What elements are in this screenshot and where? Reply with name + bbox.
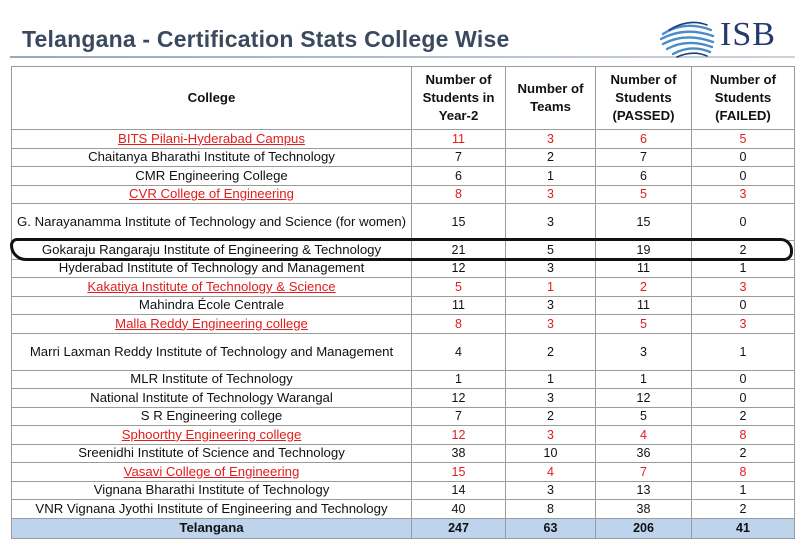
total-passed: 206 bbox=[596, 518, 692, 538]
cell-passed: 11 bbox=[596, 259, 692, 278]
cell-passed: 13 bbox=[596, 481, 692, 500]
table-row bbox=[12, 315, 795, 334]
cell-teams: 2 bbox=[506, 407, 596, 426]
header-passed: Number of Students (PASSED) bbox=[596, 67, 692, 130]
cell-failed: 1 bbox=[692, 259, 795, 278]
cell-students: 6 bbox=[412, 167, 506, 186]
table-row bbox=[12, 370, 795, 389]
cell-students: 12 bbox=[412, 259, 506, 278]
certification-stats-table bbox=[11, 66, 795, 539]
table-row bbox=[12, 407, 795, 426]
cell-failed: 0 bbox=[692, 389, 795, 408]
cell-students: 14 bbox=[412, 481, 506, 500]
cell-college: Sphoorthy Engineering college bbox=[12, 426, 412, 445]
cell-passed: 15 bbox=[596, 204, 692, 241]
table-header-row bbox=[12, 67, 795, 130]
cell-passed: 3 bbox=[596, 333, 692, 370]
cell-teams: 1 bbox=[506, 167, 596, 186]
table-row bbox=[12, 185, 795, 204]
total-row bbox=[12, 518, 795, 538]
cell-teams: 3 bbox=[506, 185, 596, 204]
cell-passed: 5 bbox=[596, 185, 692, 204]
cell-college: Chaitanya Bharathi Institute of Technology bbox=[12, 148, 412, 167]
header-teams: Number of Teams bbox=[506, 67, 596, 130]
cell-passed: 7 bbox=[596, 148, 692, 167]
cell-passed: 5 bbox=[596, 407, 692, 426]
cell-college: Malla Reddy Engineering college bbox=[12, 315, 412, 334]
total-failed: 41 bbox=[692, 518, 795, 538]
cell-students: 15 bbox=[412, 463, 506, 482]
table-row bbox=[12, 259, 795, 278]
table-row bbox=[12, 241, 795, 260]
page-title: Telangana - Certification Stats College Wise bbox=[22, 26, 510, 52]
cell-failed: 0 bbox=[692, 204, 795, 241]
cell-students: 11 bbox=[412, 130, 506, 149]
cell-college: Hyderabad Institute of Technology and Management bbox=[12, 259, 412, 278]
cell-passed: 11 bbox=[596, 296, 692, 315]
cell-passed: 6 bbox=[596, 130, 692, 149]
cell-passed: 6 bbox=[596, 167, 692, 186]
cell-students: 1 bbox=[412, 370, 506, 389]
cell-failed: 8 bbox=[692, 463, 795, 482]
table-row bbox=[12, 481, 795, 500]
table-row bbox=[12, 426, 795, 445]
cell-teams: 3 bbox=[506, 426, 596, 445]
cell-failed: 0 bbox=[692, 148, 795, 167]
cell-teams: 4 bbox=[506, 463, 596, 482]
cell-passed: 4 bbox=[596, 426, 692, 445]
cell-teams: 8 bbox=[506, 500, 596, 519]
cell-students: 7 bbox=[412, 148, 506, 167]
table-row bbox=[12, 148, 795, 167]
cell-teams: 3 bbox=[506, 296, 596, 315]
cell-teams: 3 bbox=[506, 204, 596, 241]
cell-passed: 38 bbox=[596, 500, 692, 519]
cell-teams: 3 bbox=[506, 481, 596, 500]
cell-passed: 1 bbox=[596, 370, 692, 389]
cell-failed: 3 bbox=[692, 315, 795, 334]
cell-college: BITS Pilani-Hyderabad Campus bbox=[12, 130, 412, 149]
cell-failed: 2 bbox=[692, 407, 795, 426]
header-college: College bbox=[12, 67, 412, 130]
cell-passed: 5 bbox=[596, 315, 692, 334]
cell-failed: 1 bbox=[692, 333, 795, 370]
total-students: 247 bbox=[412, 518, 506, 538]
table-row bbox=[12, 296, 795, 315]
total-teams: 63 bbox=[506, 518, 596, 538]
table-row bbox=[12, 333, 795, 370]
cell-college: G. Narayanamma Institute of Technology and Science (for women) bbox=[12, 204, 412, 241]
cell-college: Vignana Bharathi Institute of Technology bbox=[12, 481, 412, 500]
cell-college: Mahindra École Centrale bbox=[12, 296, 412, 315]
cell-passed: 19 bbox=[596, 241, 692, 260]
cell-college: Sreenidhi Institute of Science and Technology bbox=[12, 444, 412, 463]
table-row bbox=[12, 130, 795, 149]
cell-students: 8 bbox=[412, 185, 506, 204]
cell-failed: 2 bbox=[692, 500, 795, 519]
table-row bbox=[12, 278, 795, 297]
cell-college: Marri Laxman Reddy Institute of Technology and Management bbox=[12, 333, 412, 370]
cell-teams: 3 bbox=[506, 259, 596, 278]
cell-students: 7 bbox=[412, 407, 506, 426]
cell-students: 40 bbox=[412, 500, 506, 519]
cell-students: 4 bbox=[412, 333, 506, 370]
cell-college: Kakatiya Institute of Technology & Science bbox=[12, 278, 412, 297]
cell-college: CMR Engineering College bbox=[12, 167, 412, 186]
table-row bbox=[12, 204, 795, 241]
cell-failed: 2 bbox=[692, 241, 795, 260]
table-row bbox=[12, 444, 795, 463]
cell-college: CVR College of Engineering bbox=[12, 185, 412, 204]
cell-teams: 5 bbox=[506, 241, 596, 260]
cell-college: Vasavi College of Engineering bbox=[12, 463, 412, 482]
cell-college: Gokaraju Rangaraju Institute of Engineering & Technology bbox=[12, 241, 412, 260]
cell-teams: 3 bbox=[506, 389, 596, 408]
cell-passed: 7 bbox=[596, 463, 692, 482]
header-failed: Number of Students (FAILED) bbox=[692, 67, 795, 130]
cell-teams: 2 bbox=[506, 148, 596, 167]
cell-teams: 10 bbox=[506, 444, 596, 463]
cell-students: 8 bbox=[412, 315, 506, 334]
cell-failed: 3 bbox=[692, 185, 795, 204]
cell-passed: 12 bbox=[596, 389, 692, 408]
cell-teams: 1 bbox=[506, 278, 596, 297]
cell-college: S R Engineering college bbox=[12, 407, 412, 426]
cell-teams: 3 bbox=[506, 130, 596, 149]
total-college: Telangana bbox=[12, 518, 412, 538]
cell-failed: 0 bbox=[692, 167, 795, 186]
table-row bbox=[12, 389, 795, 408]
cell-passed: 36 bbox=[596, 444, 692, 463]
table-row bbox=[12, 500, 795, 519]
cell-failed: 8 bbox=[692, 426, 795, 445]
cell-students: 21 bbox=[412, 241, 506, 260]
cell-students: 5 bbox=[412, 278, 506, 297]
header-students: Number of Students in Year-2 bbox=[412, 67, 506, 130]
cell-failed: 3 bbox=[692, 278, 795, 297]
cell-failed: 0 bbox=[692, 296, 795, 315]
cell-teams: 2 bbox=[506, 333, 596, 370]
cell-failed: 0 bbox=[692, 370, 795, 389]
cell-students: 12 bbox=[412, 426, 506, 445]
cell-passed: 2 bbox=[596, 278, 692, 297]
isb-logo-text: ISB bbox=[720, 16, 776, 53]
cell-college: MLR Institute of Technology bbox=[12, 370, 412, 389]
table-row bbox=[12, 167, 795, 186]
cell-students: 15 bbox=[412, 204, 506, 241]
cell-teams: 1 bbox=[506, 370, 596, 389]
cell-failed: 5 bbox=[692, 130, 795, 149]
table-row bbox=[12, 463, 795, 482]
cell-failed: 2 bbox=[692, 444, 795, 463]
cell-students: 11 bbox=[412, 296, 506, 315]
cell-college: VNR Vignana Jyothi Institute of Engineering and Technology bbox=[12, 500, 412, 519]
cell-students: 12 bbox=[412, 389, 506, 408]
cell-failed: 1 bbox=[692, 481, 795, 500]
cell-students: 38 bbox=[412, 444, 506, 463]
cell-college: National Institute of Technology Warangal bbox=[12, 389, 412, 408]
cell-teams: 3 bbox=[506, 315, 596, 334]
